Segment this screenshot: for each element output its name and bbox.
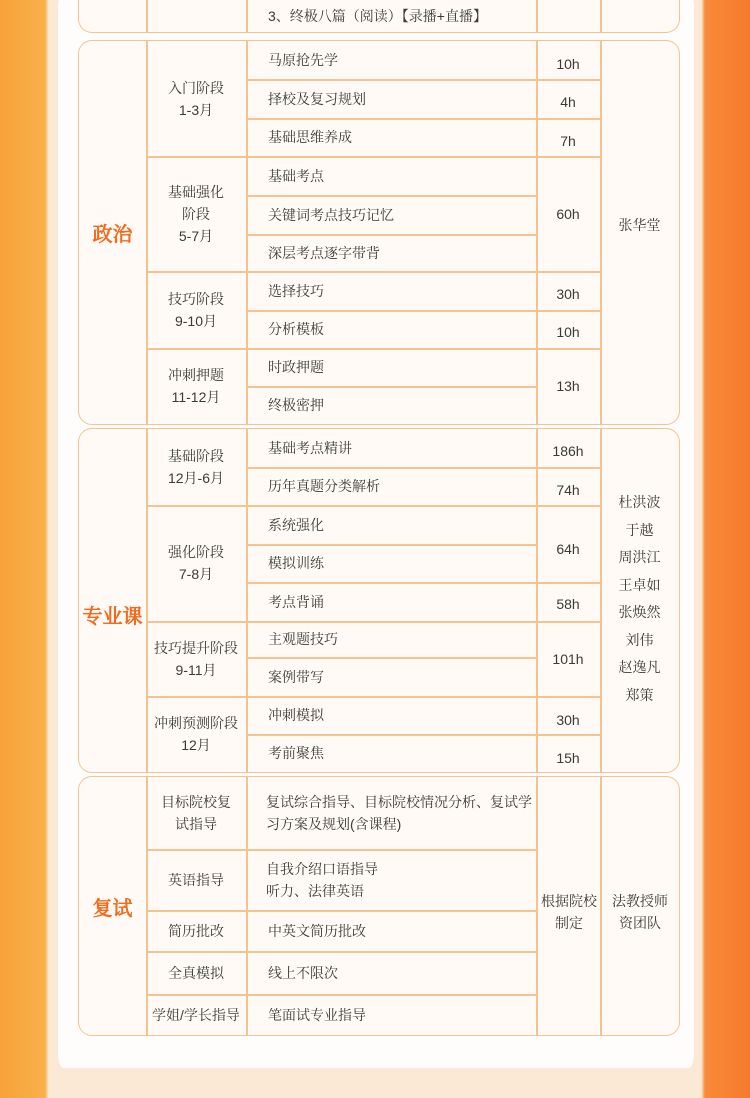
list-item: 时政押题 — [268, 359, 324, 375]
teacher-name: 郑策 — [625, 686, 654, 703]
retest-stage: 英语指导 — [168, 871, 224, 888]
retest-stage: 目标院校复试指导 — [161, 794, 231, 832]
teacher-name: 赵逸凡 — [618, 659, 661, 675]
retest-item: 线上不限次 — [268, 964, 338, 981]
list-item: 分析模板 — [268, 321, 324, 337]
hours-value: 60h — [556, 205, 580, 222]
stage-months: 1-3月 — [178, 101, 214, 118]
hours-value: 10h — [556, 324, 580, 340]
major-panel — [78, 428, 680, 773]
card-bottom — [58, 1068, 694, 1098]
hours-value: 7h — [560, 133, 576, 149]
major-stage-1 — [146, 429, 246, 505]
stage-name: 基础阶段 — [168, 448, 224, 464]
list-item: 终极密押 — [268, 397, 324, 413]
hours-value: 186h — [552, 443, 584, 459]
list-item: 考前聚焦 — [268, 745, 324, 761]
politics-teacher: 张华堂 — [618, 217, 661, 234]
teacher-name: 张焕然 — [618, 604, 661, 620]
list-item: 模拟训练 — [268, 555, 324, 571]
stage-months: 12月 — [181, 737, 211, 753]
list-item: 基础思维养成 — [268, 129, 352, 145]
hours-value: 74h — [556, 482, 580, 498]
teacher-name: 王卓如 — [618, 576, 661, 593]
hours-value: 10h — [556, 56, 580, 72]
list-item: 历年真题分类解析 — [268, 478, 380, 494]
list-item: 主观题技巧 — [268, 631, 338, 647]
hours-value: 58h — [556, 596, 580, 612]
major-subject: 专业课 — [82, 605, 143, 628]
list-item: 深层考点逐字带背 — [268, 244, 380, 261]
politics-stage-1 — [146, 41, 246, 156]
retest-stage: 简历批改 — [168, 922, 224, 939]
list-item: 选择技巧 — [268, 282, 324, 299]
stage-name: 技巧阶段 — [168, 290, 224, 307]
teacher-name: 刘伟 — [625, 631, 654, 648]
stage-name: 冲刺预测阶段 — [154, 715, 238, 731]
retest-teacher: 法教授师资团队 — [612, 893, 668, 931]
major-stage-3 — [146, 621, 246, 696]
major-teacher-list — [600, 489, 679, 709]
stage-name: 强化阶段 — [168, 544, 224, 560]
politics-stage-3 — [146, 271, 246, 348]
top-item-label: 3、终极八篇（阅读）【录播+直播】 — [268, 8, 487, 24]
list-item: 考点背诵 — [268, 593, 324, 610]
list-item: 择校及复习规划 — [268, 90, 366, 107]
major-stage-4 — [146, 696, 246, 772]
stage-months: 9-11月 — [175, 661, 217, 678]
hours-value: 101h — [552, 650, 584, 667]
stage-months: 11-12月 — [171, 389, 221, 405]
list-item: 系统强化 — [268, 516, 324, 533]
stage-months: 12月-6月 — [167, 470, 225, 486]
retest-item: 中英文简历批改 — [268, 922, 366, 939]
stage-months: 5-7月 — [178, 227, 214, 244]
stage-name: 基础强化 阶段 — [168, 183, 224, 222]
retest-item: 自我介绍口语指导 听力、法律英语 — [266, 860, 378, 899]
list-item: 案例带写 — [268, 668, 324, 685]
stage-name: 冲刺押题 — [168, 367, 224, 383]
list-item: 冲刺模拟 — [268, 707, 324, 723]
retest-stage: 学姐/学长指导 — [152, 1006, 240, 1023]
retest-item: 笔面试专业指导 — [268, 1006, 366, 1023]
stage-name: 技巧提升阶段 — [154, 639, 238, 656]
list-item: 马原抢先学 — [268, 52, 338, 68]
stage-months: 9-10月 — [174, 312, 218, 329]
retest-panel — [78, 776, 680, 1036]
politics-subject: 政治 — [92, 224, 133, 246]
hours-value: 15h — [556, 750, 580, 766]
retest-stage: 全真模拟 — [168, 964, 224, 981]
top-partial-panel — [78, 0, 680, 33]
stage-name: 入门阶段 — [168, 79, 224, 96]
hours-value: 4h — [560, 94, 576, 110]
hours-value: 64h — [556, 540, 580, 557]
politics-stage-2 — [146, 156, 246, 271]
politics-panel — [78, 40, 680, 425]
retest-schedule: 根据院校制定 — [541, 893, 597, 931]
list-item: 基础考点精讲 — [268, 440, 352, 456]
politics-stage-4 — [146, 348, 246, 424]
hours-value: 30h — [556, 286, 580, 302]
list-item: 关键词考点技巧记忆 — [268, 206, 394, 223]
hours-value: 13h — [556, 378, 580, 394]
stage-months: 7-8月 — [178, 566, 214, 582]
teacher-name: 周洪江 — [618, 549, 661, 565]
teacher-name: 杜洪波 — [618, 494, 661, 510]
retest-subject: 复试 — [92, 897, 133, 920]
major-stage-2 — [146, 505, 246, 621]
list-item: 基础考点 — [268, 167, 324, 184]
retest-item: 复试综合指导、目标院校情况分析、复试学习方案及规划(含课程) — [266, 794, 532, 832]
hours-value: 30h — [556, 712, 580, 728]
teacher-name: 于越 — [625, 521, 654, 538]
